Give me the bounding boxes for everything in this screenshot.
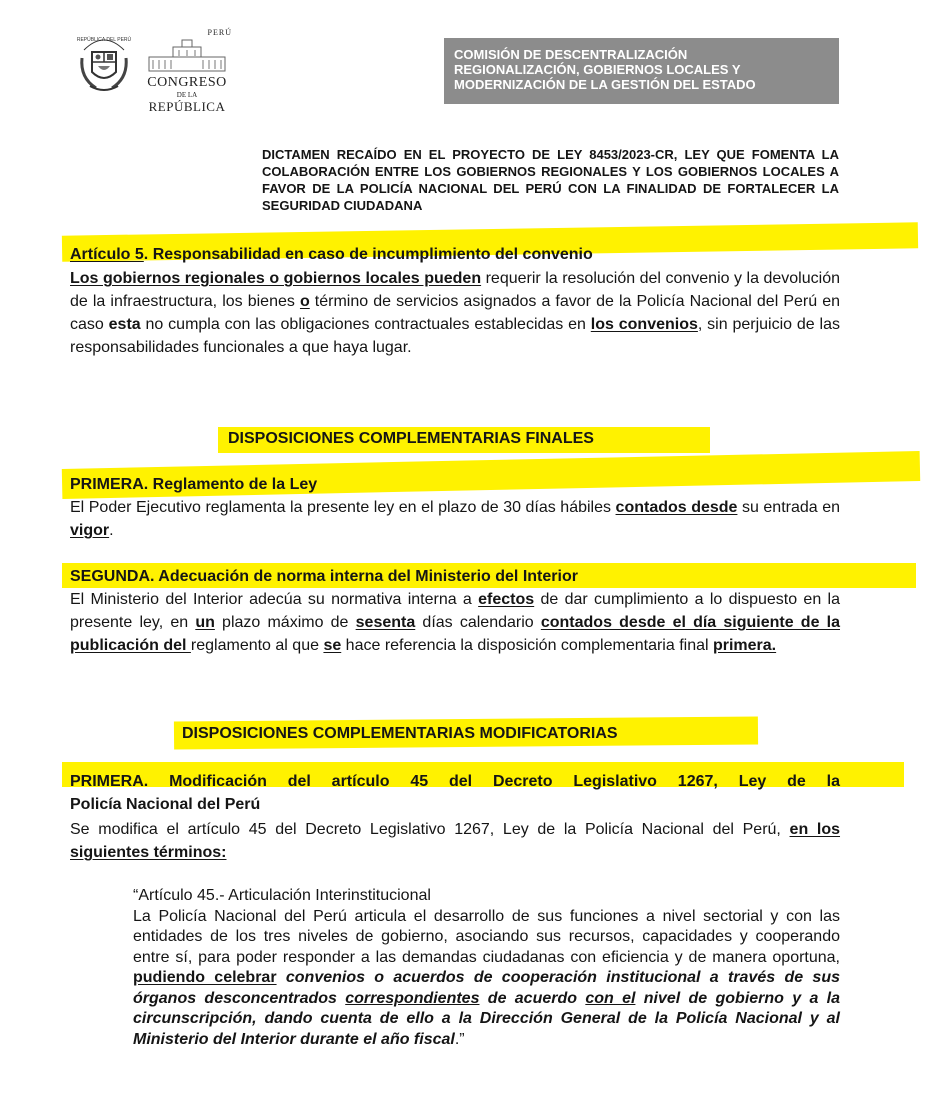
quote-text-a: La Policía Nacional del Perú articula el desarrollo de sus funciones a nivel sectorial y con las entidades de los tres niveles de gobierno, asociando sus recursos, capacidades y cooperando entre sí, para poder responder a las demandas ciudadanas con eficiencia y de manera oportuna, [133,907,840,966]
modificatorias-primera-paragraph [70,818,840,864]
article5-number: Artículo 5 [70,246,144,263]
commission-header-box [444,38,839,104]
peru-label: PERÚ [207,28,232,37]
segunda-text-b: de dar cumplimiento a lo dispuesto en la presente ley, en [70,591,840,631]
primera-text-b: su entrada en [737,499,840,516]
congreso-separator: DE LA [176,91,198,99]
article5-o: o [299,293,310,310]
segunda-text-d: días calendario [415,614,541,631]
quote-title: “Artículo 45.- Articulación Interinstitucional [133,887,431,904]
modificatorias-text-a: Se modifica el artículo 45 del Decreto Legislativo 1267, Ley de la Policía Nacional del Perú, [70,821,790,838]
modificatorias-terminos: en los siguientes términos: [70,821,841,861]
article45-quote [133,886,840,1050]
commission-line-2: REGIONALIZACIÓN, GOBIERNOS LOCALES Y [454,62,741,77]
article5-text-b: término de servicios asignados a favor de la Policía Nacional del Perú en caso [70,293,841,333]
quote-con-el: con el [585,989,636,1007]
article5-heading-text: . Responsabilidad en caso de incumplimiento del convenio [143,246,593,263]
congress-building-icon [147,39,227,73]
segunda-heading: SEGUNDA. Adecuación de norma interna del Ministerio del Interior [70,568,578,585]
segunda-text-e: reglamento al que [190,637,324,654]
congreso-logo [142,28,232,115]
quote-text-d: nivel de gobierno y a la circunscripción, dando cuenta de ello a la Dirección General de la Policía Nacional y al Ministerio del Interior durante el año fiscal [133,989,840,1048]
congreso-line2: REPÚBLICA [148,99,226,114]
finales-title: DISPOSICIONES COMPLEMENTARIAS FINALES [228,430,594,447]
quote-body [133,907,840,1051]
segunda-paragraph [70,588,840,657]
quote-text-c: de acuerdo [479,989,586,1007]
primera-heading: PRIMERA. Reglamento de la Ley [70,476,318,493]
commission-line-3: MODERNIZACIÓN DE LA GESTIÓN DEL ESTADO [454,77,756,92]
peru-coat-of-arms-icon [76,28,132,98]
segunda-text-f: hace referencia la disposición complementaria final [341,637,713,654]
quote-end: .” [454,1030,465,1048]
header-logos [76,28,232,115]
primera-contados: contados desde [615,499,738,516]
segunda-se: se [323,637,342,654]
article5-paragraph [70,267,840,359]
congreso-line1: CONGRESO [147,75,227,90]
article5-underlined-subject: Los gobiernos regionales o gobiernos locales pueden [70,270,482,287]
segunda-efectos: efectos [478,591,535,608]
segunda-un: un [195,614,215,631]
article5-convenios: los convenios [590,316,698,333]
commission-line-1: COMISIÓN DE DESCENTRALIZACIÓN [454,47,688,62]
segunda-text-c: plazo máximo de [214,614,356,631]
segunda-contados: contados desde el día siguiente de la publicación del [70,614,840,654]
crest-text: REPÚBLICA DEL PERÚ [76,37,132,43]
segunda-sesenta: sesenta [355,614,416,631]
article5-text-d: , sin perjuicio de las responsabilidades funcionales a que haya lugar. [70,316,841,356]
segunda-primera: primera. [712,637,777,654]
article5-heading [70,244,593,266]
document-title: DICTAMEN RECAÍDO EN EL PROYECTO DE LEY 8453/2023-CR, LEY QUE FOMENTA LA COLABORACIÓN ENTRE LOS GOBIERNOS REGIONALES Y LOS GOBIERNOS LOCALES A FAVOR DE LA POLICÍA NACIONAL DEL PERÚ CON LA FINALIDAD DE FORTALECER LA SEGURIDAD CIUDADANA [262,147,839,213]
quote-correspondientes: correspondientes [345,989,480,1007]
quote-pudiendo: pudiendo celebrar [133,969,277,986]
modificatorias-primera-heading-2: Policía Nacional del Perú [70,796,261,813]
modificatorias-title: DISPOSICIONES COMPLEMENTARIAS MODIFICATORIAS [182,725,618,742]
article5-text-c: no cumpla con las obligaciones contractuales establecidas en [140,316,591,333]
article5-esta: esta [108,316,141,333]
primera-text-a: El Poder Ejecutivo reglamenta la presente ley en el plazo de 30 días hábiles [70,499,616,516]
primera-paragraph [70,496,840,542]
article5-text-a: requerir la resolución del convenio y la devolución de la infraestructura, los bienes [70,270,840,310]
segunda-text-a: El Ministerio del Interior adecúa su normativa interna a [70,591,479,608]
primera-text-c: . [109,522,114,539]
modificatorias-primera-heading-1: PRIMERA. Modificación del artículo 45 del Decreto Legislativo 1267, Ley de la [70,773,840,790]
quote-text-b: convenios o acuerdos de cooperación institucional a través de sus órganos desconcentrados [133,969,840,1007]
primera-vigor: vigor [70,522,110,539]
